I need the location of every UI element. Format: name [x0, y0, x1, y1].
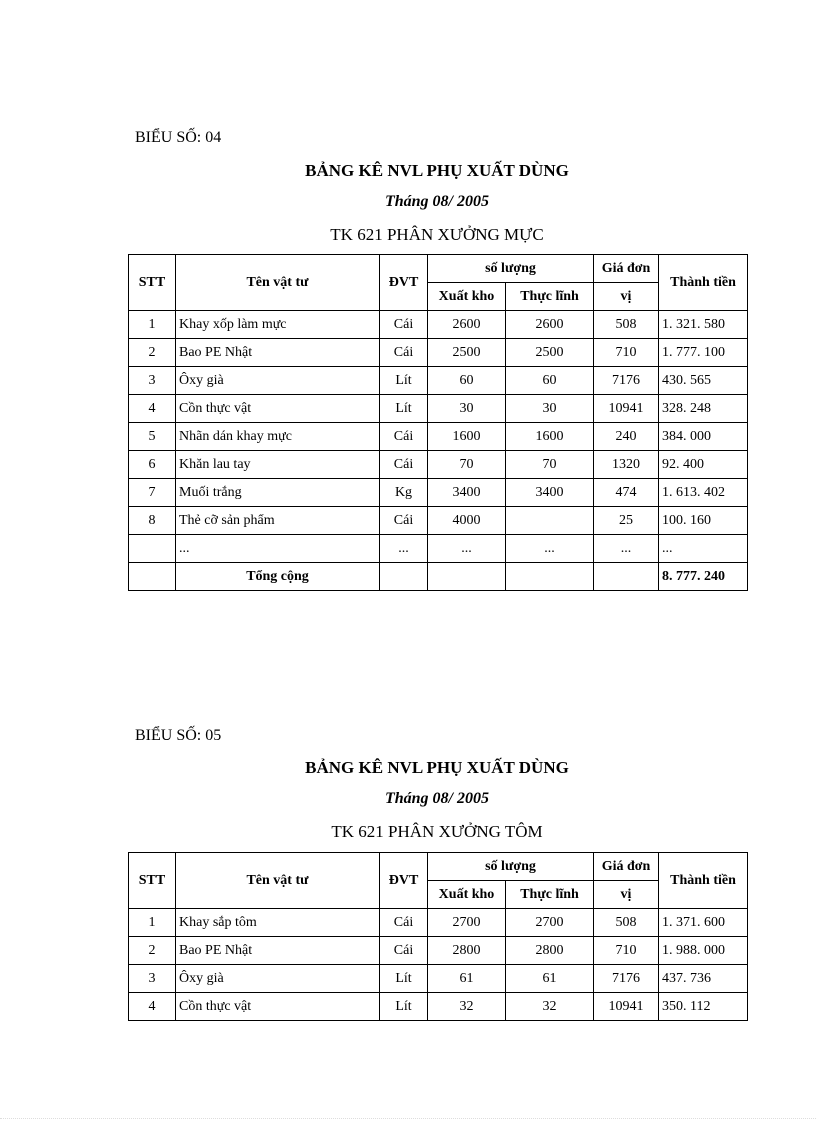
cell-stt: 1 — [129, 311, 176, 339]
cell-stt: 4 — [129, 395, 176, 423]
cell-total: 1. 321. 580 — [659, 311, 748, 339]
table-row — [129, 339, 748, 367]
cell-out: 2800 — [428, 937, 506, 965]
cell-price: 10941 — [594, 993, 659, 1021]
cell-total: 437. 736 — [659, 965, 748, 993]
col-name: Tên vật tư — [176, 255, 380, 311]
total-label: Tổng cộng — [176, 563, 380, 591]
cell-stt: 3 — [129, 965, 176, 993]
cell-out: 4000 — [428, 507, 506, 535]
section1-subtitle: TK 621 PHÂN XƯỞNG MỰC — [330, 225, 544, 244]
cell-real: 2700 — [506, 909, 594, 937]
col-stt: STT — [129, 255, 176, 311]
section2-body — [129, 909, 748, 1021]
col-qty: số lượng — [428, 853, 594, 881]
cell-total: 430. 565 — [659, 367, 748, 395]
cell-out: 30 — [428, 395, 506, 423]
cell-name: Muối trắng — [176, 479, 380, 507]
cell-stt: 6 — [129, 451, 176, 479]
table-row — [129, 479, 748, 507]
col-price-b: vị — [594, 283, 659, 311]
cell-name: Cồn thực vật — [176, 395, 380, 423]
cell-unit: Lít — [380, 965, 428, 993]
grand-total: 8. 777. 240 — [659, 563, 748, 591]
table-row — [129, 395, 748, 423]
cell-name: Khay sắp tôm — [176, 909, 380, 937]
table-row — [129, 367, 748, 395]
table-row — [129, 423, 748, 451]
cell-unit: Cái — [380, 507, 428, 535]
cell-name: Ôxy già — [176, 367, 380, 395]
cell-stt: 2 — [129, 339, 176, 367]
cell-real: 1600 — [506, 423, 594, 451]
cell-total: 1. 613. 402 — [659, 479, 748, 507]
cell-name: Bao PE Nhật — [176, 339, 380, 367]
cell-price: 508 — [594, 909, 659, 937]
section2-label: BIỂU SỐ: 05 — [135, 727, 222, 744]
col-qty-real: Thực lĩnh — [506, 881, 594, 909]
cell-stt: 1 — [129, 909, 176, 937]
section2-subtitle: TK 621 PHÂN XƯỞNG TÔM — [331, 822, 543, 841]
cell-name: Ôxy già — [176, 965, 380, 993]
col-total: Thành tiền — [659, 853, 748, 909]
cell-real: 60 — [506, 367, 594, 395]
cell-out: 2600 — [428, 311, 506, 339]
cell-name: Khăn lau tay — [176, 451, 380, 479]
cell-real: 2500 — [506, 339, 594, 367]
col-qty-out: Xuất kho — [428, 283, 506, 311]
cell-real: 3400 — [506, 479, 594, 507]
cell-stt: 2 — [129, 937, 176, 965]
table-row — [129, 451, 748, 479]
cell-price: ... — [594, 535, 659, 563]
col-qty: số lượng — [428, 255, 594, 283]
section1-month: Tháng 08/ 2005 — [384, 193, 489, 210]
cell-price: 710 — [594, 339, 659, 367]
cell-unit: Lít — [380, 993, 428, 1021]
cell-price: 7176 — [594, 965, 659, 993]
cell-name: ... — [176, 535, 380, 563]
cell-name: Khay xốp làm mực — [176, 311, 380, 339]
cell-stt: 3 — [129, 367, 176, 395]
cell-total: 328. 248 — [659, 395, 748, 423]
cell-real: ... — [506, 535, 594, 563]
cell-total: 384. 000 — [659, 423, 748, 451]
cell-stt: 4 — [129, 993, 176, 1021]
cell-real: 70 — [506, 451, 594, 479]
cell-name: Nhãn dán khay mực — [176, 423, 380, 451]
table-row — [129, 937, 748, 965]
cell-name: Thẻ cỡ sản phẩm — [176, 507, 380, 535]
cell-out: 70 — [428, 451, 506, 479]
cell-real: 30 — [506, 395, 594, 423]
section1-body — [129, 311, 748, 563]
section2-table — [128, 852, 748, 1021]
cell-unit: Cái — [380, 339, 428, 367]
cell-total: 1. 988. 000 — [659, 937, 748, 965]
cell-unit: Lít — [380, 367, 428, 395]
cell-price: 7176 — [594, 367, 659, 395]
cell-unit: Cái — [380, 311, 428, 339]
col-total: Thành tiền — [659, 255, 748, 311]
section1-title: BẢNG KÊ NVL PHỤ XUẤT DÙNG — [305, 161, 569, 180]
cell-total: 92. 400 — [659, 451, 748, 479]
col-name: Tên vật tư — [176, 853, 380, 909]
cell-out: 32 — [428, 993, 506, 1021]
cell-price: 240 — [594, 423, 659, 451]
col-price-a: Giá đơn — [594, 853, 659, 881]
section2-title: BẢNG KÊ NVL PHỤ XUẤT DÙNG — [305, 758, 569, 777]
cell-real: 2800 — [506, 937, 594, 965]
cell-out: ... — [428, 535, 506, 563]
cell-price: 710 — [594, 937, 659, 965]
cell-name: Bao PE Nhật — [176, 937, 380, 965]
col-qty-real: Thực lĩnh — [506, 283, 594, 311]
cell-unit: Cái — [380, 423, 428, 451]
cell-stt — [129, 535, 176, 563]
cell-price: 25 — [594, 507, 659, 535]
cell-unit: Lít — [380, 395, 428, 423]
cell-unit: Cái — [380, 451, 428, 479]
cell-stt: 7 — [129, 479, 176, 507]
cell-unit: Kg — [380, 479, 428, 507]
table-row — [129, 507, 748, 535]
cell-unit: ... — [380, 535, 428, 563]
cell-real: 61 — [506, 965, 594, 993]
col-unit: ĐVT — [380, 853, 428, 909]
col-unit: ĐVT — [380, 255, 428, 311]
cell-name: Cồn thực vật — [176, 993, 380, 1021]
cell-out: 3400 — [428, 479, 506, 507]
cell-stt: 5 — [129, 423, 176, 451]
cell-out: 2700 — [428, 909, 506, 937]
cell-unit: Cái — [380, 909, 428, 937]
cell-price: 1320 — [594, 451, 659, 479]
cell-price: 474 — [594, 479, 659, 507]
cell-price: 10941 — [594, 395, 659, 423]
section1-table — [128, 254, 748, 591]
cell-real: 2600 — [506, 311, 594, 339]
page-divider — [0, 1118, 816, 1119]
cell-price: 508 — [594, 311, 659, 339]
col-stt: STT — [129, 853, 176, 909]
cell-unit: Cái — [380, 937, 428, 965]
cell-total: 350. 112 — [659, 993, 748, 1021]
cell-out: 1600 — [428, 423, 506, 451]
table-row — [129, 965, 748, 993]
col-price-b: vị — [594, 881, 659, 909]
cell-stt: 8 — [129, 507, 176, 535]
col-price-a: Giá đơn — [594, 255, 659, 283]
cell-real: 32 — [506, 993, 594, 1021]
cell-real — [506, 507, 594, 535]
table-row — [129, 909, 748, 937]
cell-total: 100. 160 — [659, 507, 748, 535]
cell-total: 1. 777. 100 — [659, 339, 748, 367]
table-row — [129, 535, 748, 563]
cell-out: 60 — [428, 367, 506, 395]
table-row — [129, 993, 748, 1021]
section1-label: BIỂU SỐ: 04 — [135, 129, 222, 146]
cell-out: 2500 — [428, 339, 506, 367]
cell-total: ... — [659, 535, 748, 563]
col-qty-out: Xuất kho — [428, 881, 506, 909]
cell-out: 61 — [428, 965, 506, 993]
cell-total: 1. 371. 600 — [659, 909, 748, 937]
table-row — [129, 311, 748, 339]
section1-total-row — [129, 563, 748, 591]
section2-month: Tháng 08/ 2005 — [384, 790, 489, 807]
